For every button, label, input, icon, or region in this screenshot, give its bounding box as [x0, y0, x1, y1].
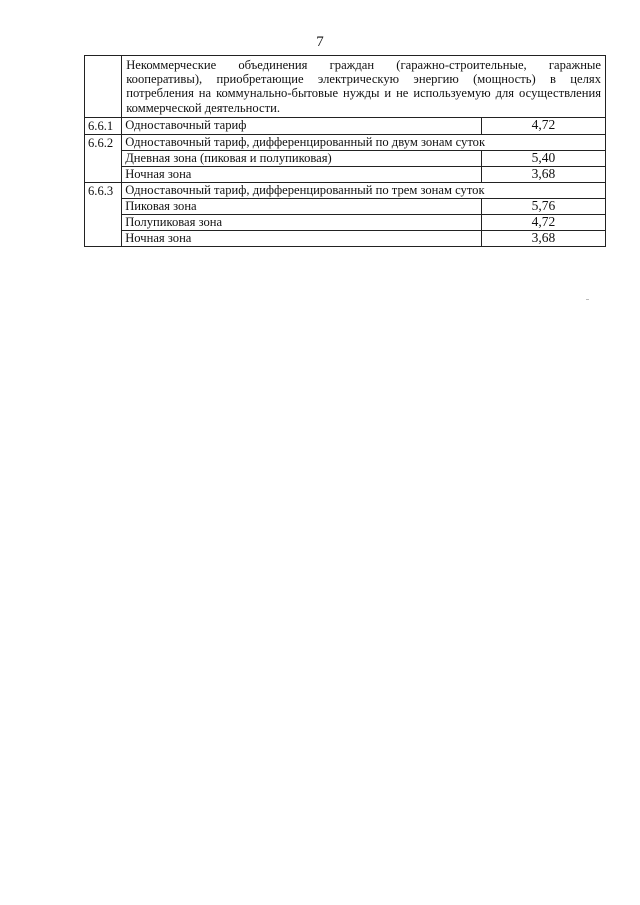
table-row-zone — [85, 198, 606, 214]
table-row-intro — [85, 56, 606, 118]
zone-value: 5,40 — [481, 150, 605, 166]
table-row-zone — [85, 166, 606, 182]
row-number: 6.6.1 — [85, 117, 122, 134]
zone-label: Ночная зона — [122, 166, 482, 182]
tariff-label: Одноставочный тариф, дифференцированный по трем зонам суток — [122, 182, 606, 198]
table-row-6-6-1 — [85, 117, 606, 134]
tariff-table — [84, 55, 606, 247]
zone-label: Пиковая зона — [122, 198, 482, 214]
page-number: 7 — [316, 34, 324, 50]
tariff-label: Одноставочный тариф — [122, 117, 482, 134]
zone-value: 5,76 — [481, 198, 605, 214]
zone-label: Дневная зона (пиковая и полупиковая) — [122, 150, 482, 166]
tariff-value: 4,72 — [481, 117, 605, 134]
table-row-6-6-3 — [85, 182, 606, 198]
table-row-6-6-2 — [85, 134, 606, 150]
consumer-group-description: Некоммерческие объединения граждан (гаражно-строительные, гаражные кооперативы), приобретающие электрическую энергию (мощность) в целях потребления на коммунально-бытовые нужды и не используемую для осуществления коммерческой деятельности. — [122, 56, 606, 118]
zone-value: 3,68 — [481, 230, 605, 246]
scan-speck — [586, 299, 589, 300]
table-row-zone — [85, 214, 606, 230]
row-number: 6.6.3 — [85, 182, 122, 246]
tariff-label: Одноставочный тариф, дифференцированный по двум зонам суток — [122, 134, 606, 150]
zone-value: 3,68 — [481, 166, 605, 182]
zone-label: Полупиковая зона — [122, 214, 482, 230]
table-row-zone — [85, 150, 606, 166]
zone-value: 4,72 — [481, 214, 605, 230]
row-number: 6.6.2 — [85, 134, 122, 182]
table-row-zone — [85, 230, 606, 246]
row-number-cell-empty — [85, 56, 122, 118]
zone-label: Ночная зона — [122, 230, 482, 246]
